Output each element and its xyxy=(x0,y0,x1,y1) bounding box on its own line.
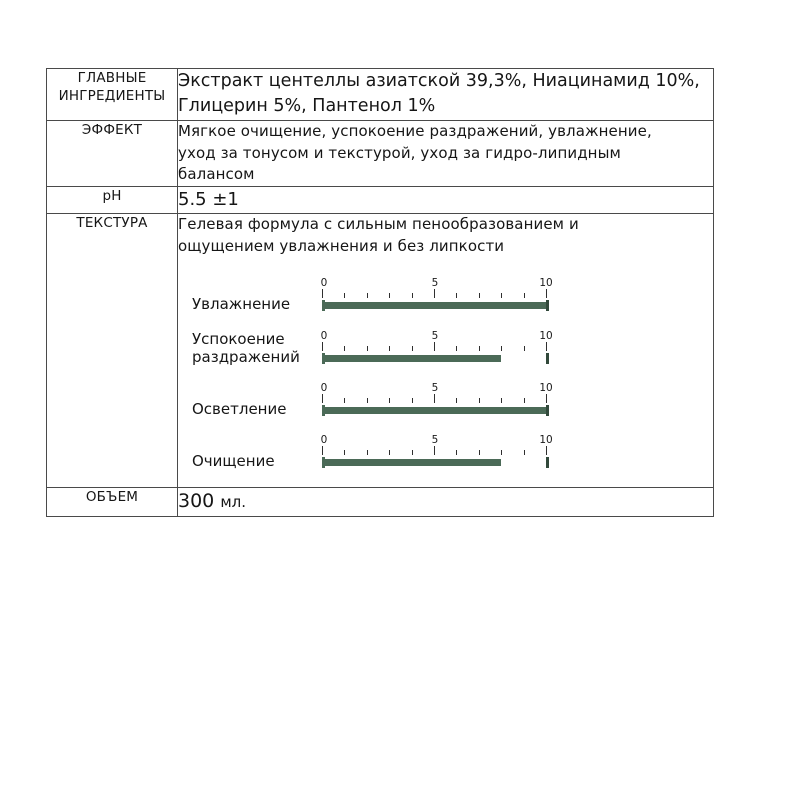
scale-label xyxy=(192,452,322,473)
scale-end-cap xyxy=(546,300,549,311)
tick xyxy=(546,289,547,298)
tick xyxy=(501,450,502,455)
tick-label-min: 0 xyxy=(320,276,328,289)
tick xyxy=(524,450,525,455)
table-row xyxy=(47,488,714,517)
effect-line-1: Мягкое очищение, успокоение раздражений, увлажнение, xyxy=(178,121,652,140)
volume-unit: мл. xyxy=(220,493,246,512)
tick xyxy=(479,398,480,403)
row-value-ingredients xyxy=(178,69,714,121)
effect-line-2: уход за тонусом и текстурой, уход за гидро-липидным xyxy=(178,143,621,162)
tick-label-mid: 5 xyxy=(431,276,439,289)
tick xyxy=(322,289,323,298)
tick xyxy=(479,293,480,298)
tick xyxy=(344,293,345,298)
tick-label-max: 10 xyxy=(539,330,553,343)
scale-label xyxy=(192,330,322,370)
scale-bar-track xyxy=(322,405,552,416)
scale-row-soothing xyxy=(192,330,713,370)
tick xyxy=(434,394,435,403)
label-line: ИНГРЕДИЕНТЫ xyxy=(58,88,166,105)
texture-description xyxy=(178,214,713,258)
scale-label-line-1: Осветление xyxy=(192,400,287,419)
tick xyxy=(322,342,323,351)
tick-label-min: 0 xyxy=(320,330,328,343)
row-label-ingredients xyxy=(47,69,178,121)
scale-row-moisturizing xyxy=(192,278,713,316)
scale-label-line-1: Очищение xyxy=(192,452,275,471)
tick xyxy=(322,446,323,455)
tick xyxy=(456,346,457,351)
scale-bar-fill xyxy=(322,459,501,466)
volume-number: 300 xyxy=(178,490,215,513)
tick xyxy=(434,342,435,351)
tick xyxy=(389,346,390,351)
tick xyxy=(501,293,502,298)
tick xyxy=(367,398,368,403)
scale-end-cap xyxy=(546,353,549,364)
tick xyxy=(456,293,457,298)
tick xyxy=(546,446,547,455)
scale-gauge xyxy=(322,435,552,473)
scale-gauge xyxy=(322,331,552,369)
table-row xyxy=(47,120,714,186)
tick-label-max: 10 xyxy=(539,276,553,289)
tick xyxy=(389,398,390,403)
tick xyxy=(524,346,525,351)
tick xyxy=(389,450,390,455)
tick-label-mid: 5 xyxy=(431,382,439,395)
scale-bar-track xyxy=(322,300,552,311)
scale-gauge xyxy=(322,383,552,421)
scale-label xyxy=(192,400,322,421)
tick xyxy=(412,293,413,298)
row-label-texture: ТЕКСТУРА xyxy=(47,214,178,488)
scale-ruler xyxy=(322,435,552,455)
tick-label-mid: 5 xyxy=(431,434,439,447)
scale-label xyxy=(192,295,322,316)
tick-label-max: 10 xyxy=(539,434,553,447)
tick xyxy=(412,398,413,403)
specification-table xyxy=(46,68,714,517)
scale-label-line-1: Успокоение xyxy=(192,329,285,348)
tick xyxy=(434,289,435,298)
tick xyxy=(367,293,368,298)
scale-ruler xyxy=(322,383,552,403)
tick-label-min: 0 xyxy=(320,434,328,447)
scale-bar-track xyxy=(322,457,552,468)
ph-value: 5.5 ±1 xyxy=(178,189,239,210)
ingredients-line-1: Экстракт центеллы азиатской 39,3%, Ниацинамид 10%, xyxy=(178,71,700,91)
tick xyxy=(412,450,413,455)
tick xyxy=(344,346,345,351)
row-value-texture xyxy=(178,214,714,488)
tick xyxy=(546,394,547,403)
effect-line-3: балансом xyxy=(178,165,255,184)
scale-bar-fill xyxy=(322,355,501,362)
tick xyxy=(434,446,435,455)
tick xyxy=(344,398,345,403)
scale-ruler xyxy=(322,278,552,298)
tick-label-mid: 5 xyxy=(431,330,439,343)
row-label-ph: pH xyxy=(47,187,178,214)
label-line: ГЛАВНЫЕ xyxy=(77,70,147,86)
property-scales-chart xyxy=(192,278,713,474)
scale-bar-fill xyxy=(322,407,546,414)
row-value-ph xyxy=(178,187,714,214)
tick xyxy=(501,346,502,351)
scale-label-line-2: раздражений xyxy=(192,348,300,367)
tick xyxy=(367,346,368,351)
scale-ruler xyxy=(322,331,552,351)
scale-end-cap xyxy=(546,405,549,416)
tick xyxy=(389,293,390,298)
tick xyxy=(456,398,457,403)
table-row xyxy=(47,214,714,488)
tick xyxy=(456,450,457,455)
row-label-volume: ОБЪЕМ xyxy=(47,488,178,517)
texture-line-1: Гелевая формула с сильным пенообразованием и xyxy=(178,215,579,234)
table-row xyxy=(47,69,714,121)
table-row xyxy=(47,187,714,214)
row-label-effect: ЭФФЕКТ xyxy=(47,120,178,186)
scale-bar-fill xyxy=(322,302,546,309)
tick xyxy=(367,450,368,455)
scale-row-cleansing xyxy=(192,435,713,473)
tick xyxy=(524,398,525,403)
scale-gauge xyxy=(322,278,552,316)
tick xyxy=(322,394,323,403)
scale-row-brightening xyxy=(192,383,713,421)
tick xyxy=(546,342,547,351)
texture-line-2: ощущением увлажнения и без липкости xyxy=(178,236,505,255)
scale-end-cap xyxy=(546,457,549,468)
tick xyxy=(479,450,480,455)
row-value-effect xyxy=(178,120,714,186)
scale-label-line-1: Увлажнение xyxy=(192,294,291,313)
tick xyxy=(479,346,480,351)
ingredients-line-2: Глицерин 5%, Пантенол 1% xyxy=(178,96,436,117)
volume-value xyxy=(178,488,713,516)
tick xyxy=(344,450,345,455)
row-value-volume xyxy=(178,488,714,517)
tick-label-min: 0 xyxy=(320,382,328,395)
tick xyxy=(524,293,525,298)
tick xyxy=(501,398,502,403)
tick-label-max: 10 xyxy=(539,382,553,395)
tick xyxy=(412,346,413,351)
scale-bar-track xyxy=(322,353,552,364)
